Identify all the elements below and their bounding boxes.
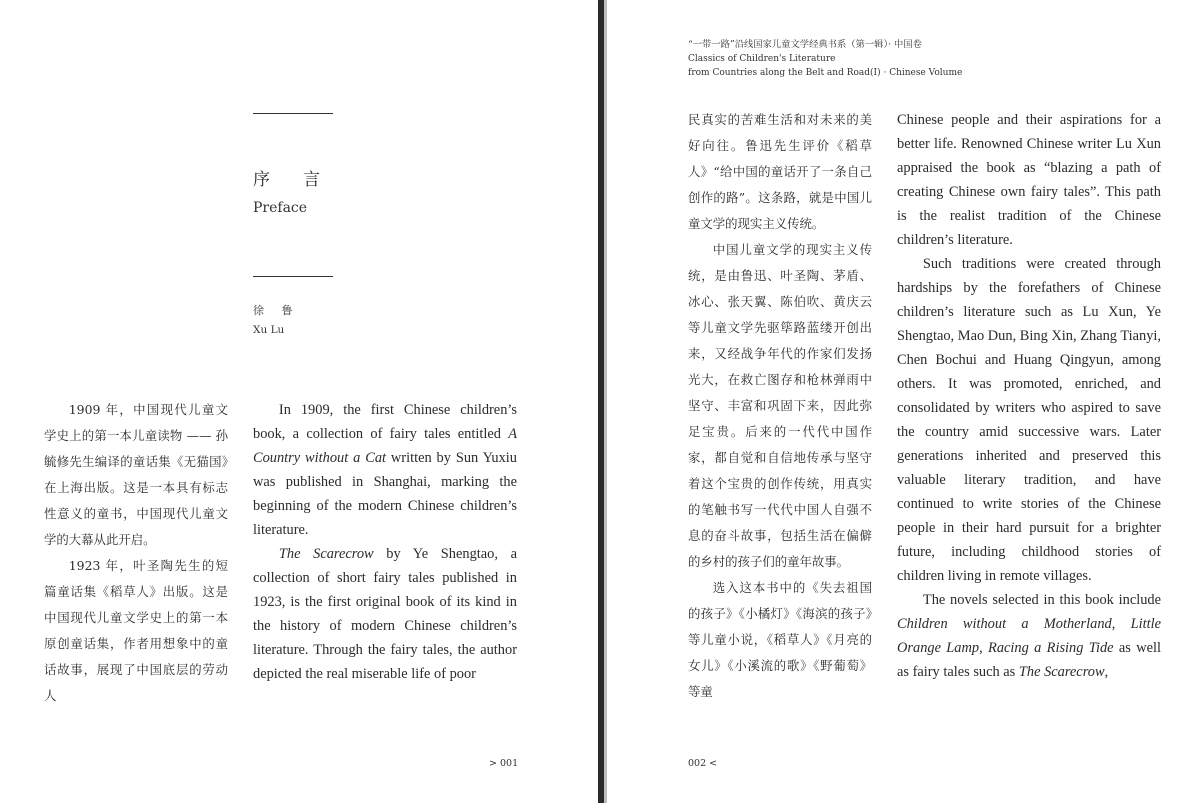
english-paragraph: The Scarecrow by Ye Shengtao, a collection of short fairy tales published in 1923, is the first original book of its kind in the history of modern Chinese children’s literature. Through the fairy tales, the author depicted the real miserable life of poor — [253, 546, 517, 682]
running-header-chinese: “一带一路”沿线国家儿童文学经典书系（第一辑）· 中国卷 — [688, 39, 922, 50]
book-title: Children without a Motherland — [897, 616, 1112, 632]
book-title: The Scarecrow — [1018, 664, 1105, 680]
english-paragraph: Chinese people and their aspirations for a better life. Renowned Chinese writer Lu Xun appraised the book as “blazing a path of creating Chinese own fairy tales”. This path is the realist tradition of the Chinese children’s literature. — [897, 112, 1161, 248]
title-top-rule — [253, 113, 333, 114]
english-paragraph: The novels selected in this book include Children without a Motherland, Little Orange Lamp, Racing a Rising Tide as well as fairy tales such as The Scarecrow, — [897, 592, 1161, 680]
chinese-paragraph: 中国儿童文学的现实主义传统，是由鲁迅、叶圣陶、茅盾、冰心、张天翼、陈伯吹、黄庆云等儿童文学先驱筚路蓝缕开创出来，又经战争年代的作家们发扬光大，在救亡图存和枪林弹雨中坚守、丰富和巩固下来，因此弥足宝贵。后来的一代代中国作家，都自觉和自信地传承与坚守着这个宝贵的创作传统，用真实的笔触书写一代代中国人自强不息的奋斗故事，包括生活在偏僻的乡村的孩子们的童年故事。 — [688, 242, 872, 569]
preface-title-chinese: 序 言 — [253, 170, 328, 190]
left-page — [0, 0, 598, 803]
chinese-paragraph: 1923 年，叶圣陶先生的短篇童话集《稻草人》出版。这是中国现代儿童文学史上的第一本原创童话集，作者用想象中的童话故事，展现了中国底层的劳动人 — [44, 558, 228, 703]
chinese-paragraph: 1909 年，中国现代儿童文学史上的第一本儿童读物 —— 孙毓修先生编译的童话集《无猫国》在上海出版。这是一本具有标志性意义的童书，中国现代儿童文学的大幕从此开启。 — [44, 402, 228, 547]
book-title: A Country without a Cat — [253, 426, 517, 466]
chinese-paragraph: 选入这本书中的《失去祖国的孩子》《小橘灯》《海滨的孩子》等儿童小说，《稻草人》《月亮的女儿》《小溪流的歌》《野葡萄》等童 — [688, 580, 872, 699]
english-paragraph: Such traditions were created through hardships by the forefathers of Chinese children’s literature such as Lu Xun, Ye Shengtao, Mao Dun, Bing Xin, Zhang Tianyi, Chen Bochui and Huang Qingyun, among others. It was promoted, enriched, and consolidated by writers who aspired to save the country amid successive wars. Later generations inherited and preserved this valuable literary tradition, and have continued to write stories of the Chinese people in their hard pursuit for a brighter future, including childhood stories of children living in remote villages. — [897, 256, 1161, 584]
book-title: Little Orange Lamp — [897, 616, 1161, 656]
right-page — [607, 0, 1203, 803]
book-title: The Scarecrow — [278, 546, 374, 562]
english-paragraph: In 1909, the first Chinese children’s book, a collection of fairy tales entitled A Country without a Cat written by Sun Yuxiu was published in Shanghai, marking the beginning of the modern Chinese children’s literature. — [253, 402, 517, 538]
author-name-english: Xu Lu — [253, 324, 285, 336]
book-title: Racing a Rising Tide — [988, 640, 1114, 656]
title-bottom-rule — [253, 276, 333, 277]
left-chinese-column — [44, 397, 228, 709]
running-header-english-line1: Classics of Children's Literature — [688, 54, 836, 64]
page-number-left: > 001 — [489, 758, 519, 769]
chinese-paragraph: 民真实的苦难生活和对未来的美好向往。鲁迅先生评价《稻草人》“给中国的童话开了一条自己创作的路”。这条路，就是中国儿童文学的现实主义传统。 — [688, 112, 872, 231]
page-number-right: 002 < — [688, 758, 718, 769]
running-header-english-line2: from Countries along the Belt and Road(I) · Chinese Volume — [688, 68, 963, 78]
right-chinese-column — [688, 107, 872, 705]
left-english-column — [253, 398, 517, 686]
preface-title-english: Preface — [253, 200, 308, 216]
author-name-chinese: 徐 鲁 — [253, 304, 300, 317]
running-header — [688, 38, 962, 80]
right-english-column — [897, 108, 1161, 684]
